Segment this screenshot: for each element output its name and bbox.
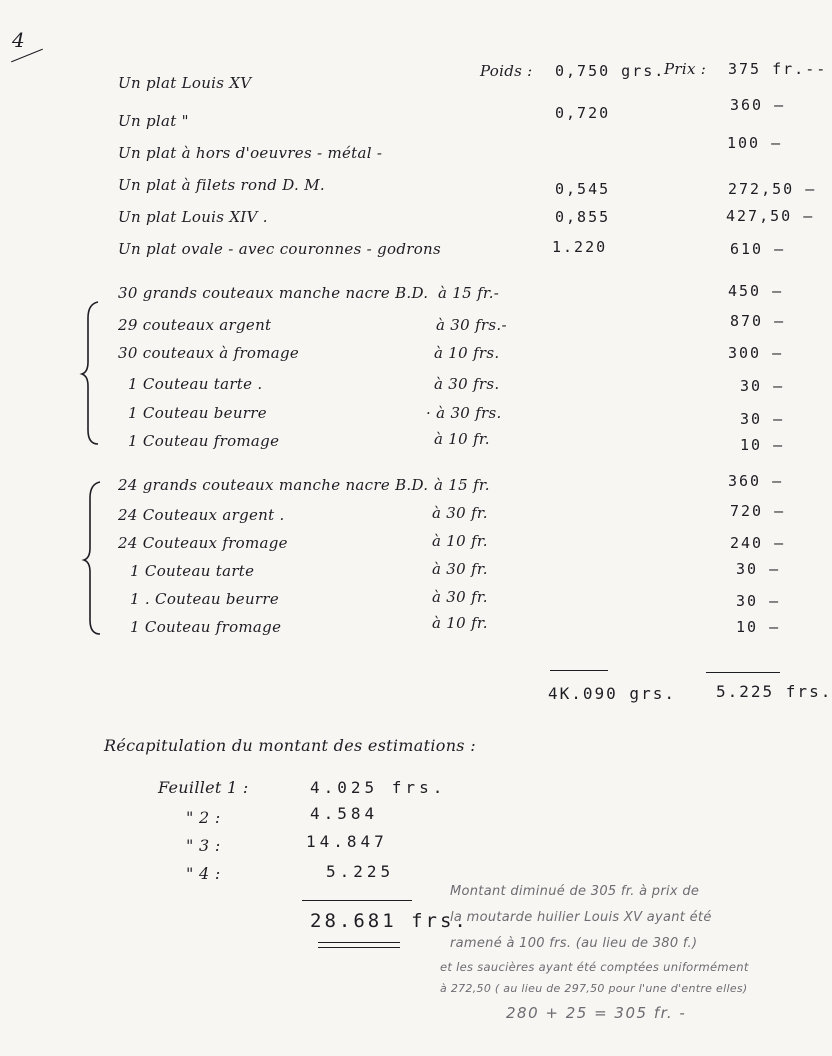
- knife-desc: 24 Couteaux fromage: [118, 534, 288, 552]
- recap-value: 4.025 frs.: [310, 778, 447, 797]
- plate-price: 360 —: [730, 96, 786, 114]
- knife-price: 30 —: [736, 592, 781, 610]
- knife-unit: à 30 fr.: [432, 560, 488, 578]
- knife-price: 30 —: [736, 560, 781, 578]
- grand-total-underline-2: [318, 947, 400, 948]
- recap-value: 4.584: [310, 804, 379, 823]
- weight-total-rule: [550, 670, 608, 671]
- knife-price: 10 —: [740, 436, 785, 454]
- note-line: Montant diminué de 305 fr. à prix de: [450, 884, 700, 899]
- brace-group-1: [84, 300, 104, 446]
- recap-label: " 3 :: [186, 836, 221, 855]
- knife-price: 360 —: [728, 472, 784, 490]
- knife-price: 300 —: [728, 344, 784, 362]
- grand-total: 28.681 frs.: [310, 910, 469, 932]
- note-line: 280 + 25 = 305 fr. -: [506, 1004, 687, 1022]
- plate-weight: 0,720: [555, 104, 611, 122]
- recap-value: 5.225: [326, 862, 395, 881]
- grand-total-rule: [302, 900, 412, 901]
- prix-label: Prix :: [664, 60, 707, 78]
- recap-title: Récapitulation du montant des estimations :: [104, 736, 476, 755]
- knife-desc: 24 Couteaux argent .: [118, 506, 285, 524]
- plate-weight: 1.220: [552, 238, 608, 256]
- knife-unit: à 30 frs.: [434, 375, 500, 393]
- knife-desc: 29 couteaux argent: [118, 316, 272, 334]
- plate-weight: 0,855: [555, 208, 611, 226]
- knife-price: 30 —: [740, 377, 785, 395]
- knife-desc: 24 grands couteaux manche nacre B.D.: [118, 476, 429, 494]
- knife-unit: à 15 fr.-: [438, 284, 500, 302]
- knife-unit: à 10 fr.: [432, 532, 488, 550]
- knife-price: 10 —: [736, 618, 781, 636]
- knife-unit: · à 30 frs.: [426, 404, 502, 422]
- knife-price: 30 —: [740, 410, 785, 428]
- plate-desc: Un plat ovale - avec couronnes - godrons: [118, 240, 441, 258]
- plate-desc: Un plat ": [118, 112, 189, 130]
- knife-unit: à 30 fr.: [432, 504, 488, 522]
- knife-desc: 1 Couteau beurre: [128, 404, 267, 422]
- knife-unit: à 10 frs.: [434, 344, 500, 362]
- knife-unit: à 10 fr.: [432, 614, 488, 632]
- note-line: à 272,50 ( au lieu de 297,50 pour l'une d'entre elles): [440, 982, 748, 995]
- brace-group-2: [86, 480, 106, 636]
- knife-price: 450 —: [728, 282, 784, 300]
- plate-price: 375 fr.--: [728, 60, 828, 78]
- knife-desc: 30 couteaux à fromage: [118, 344, 300, 362]
- poids-label: Poids :: [480, 62, 533, 80]
- knife-desc: 1 Couteau tarte: [130, 562, 255, 580]
- knife-unit: à 15 fr.: [434, 476, 490, 494]
- knife-price: 870 —: [730, 312, 786, 330]
- grand-total-underline-1: [318, 942, 400, 943]
- knife-desc: 1 Couteau fromage: [128, 432, 280, 450]
- recap-label: " 4 :: [186, 864, 221, 883]
- note-line: et les saucières ayant été comptées uniformément: [440, 960, 749, 974]
- knife-desc: 1 . Couteau beurre: [130, 590, 280, 608]
- recap-value: 14.847: [306, 832, 388, 851]
- knife-unit: à 10 fr.: [434, 430, 490, 448]
- note-line: ramené à 100 frs. (au lieu de 380 f.): [450, 936, 698, 951]
- plate-desc: Un plat Louis XV: [118, 74, 252, 92]
- price-total-rule: [706, 672, 780, 673]
- plate-price: 100 —: [727, 134, 783, 152]
- recap-label: Feuillet 1 :: [158, 778, 249, 797]
- plate-price: 610 —: [730, 240, 786, 258]
- weight-total: 4K.090 grs.: [548, 684, 676, 703]
- plate-desc: Un plat à hors d'oeuvres - métal -: [118, 144, 383, 162]
- note-line: la moutarde huilier Louis XV ayant été: [450, 910, 712, 925]
- knife-unit: à 30 frs.-: [436, 316, 507, 334]
- plate-desc: Un plat à filets rond D. M.: [118, 176, 325, 194]
- knife-desc: 1 Couteau fromage: [130, 618, 282, 636]
- plate-desc: Un plat Louis XIV .: [118, 208, 268, 226]
- knife-price: 240 —: [730, 534, 786, 552]
- recap-label: " 2 :: [186, 808, 221, 827]
- knife-desc: 30 grands couteaux manche nacre B.D.: [118, 284, 429, 302]
- knife-price: 720 —: [730, 502, 786, 520]
- plate-weight: 0,750 grs.: [555, 62, 666, 80]
- page-number: 4: [12, 28, 26, 52]
- knife-unit: à 30 fr.: [432, 588, 488, 606]
- price-total: 5.225 frs.: [716, 682, 832, 701]
- plate-price: 427,50 —: [726, 207, 815, 225]
- knife-desc: 1 Couteau tarte .: [128, 375, 263, 393]
- plate-price: 272,50 —: [728, 180, 817, 198]
- plate-weight: 0,545: [555, 180, 611, 198]
